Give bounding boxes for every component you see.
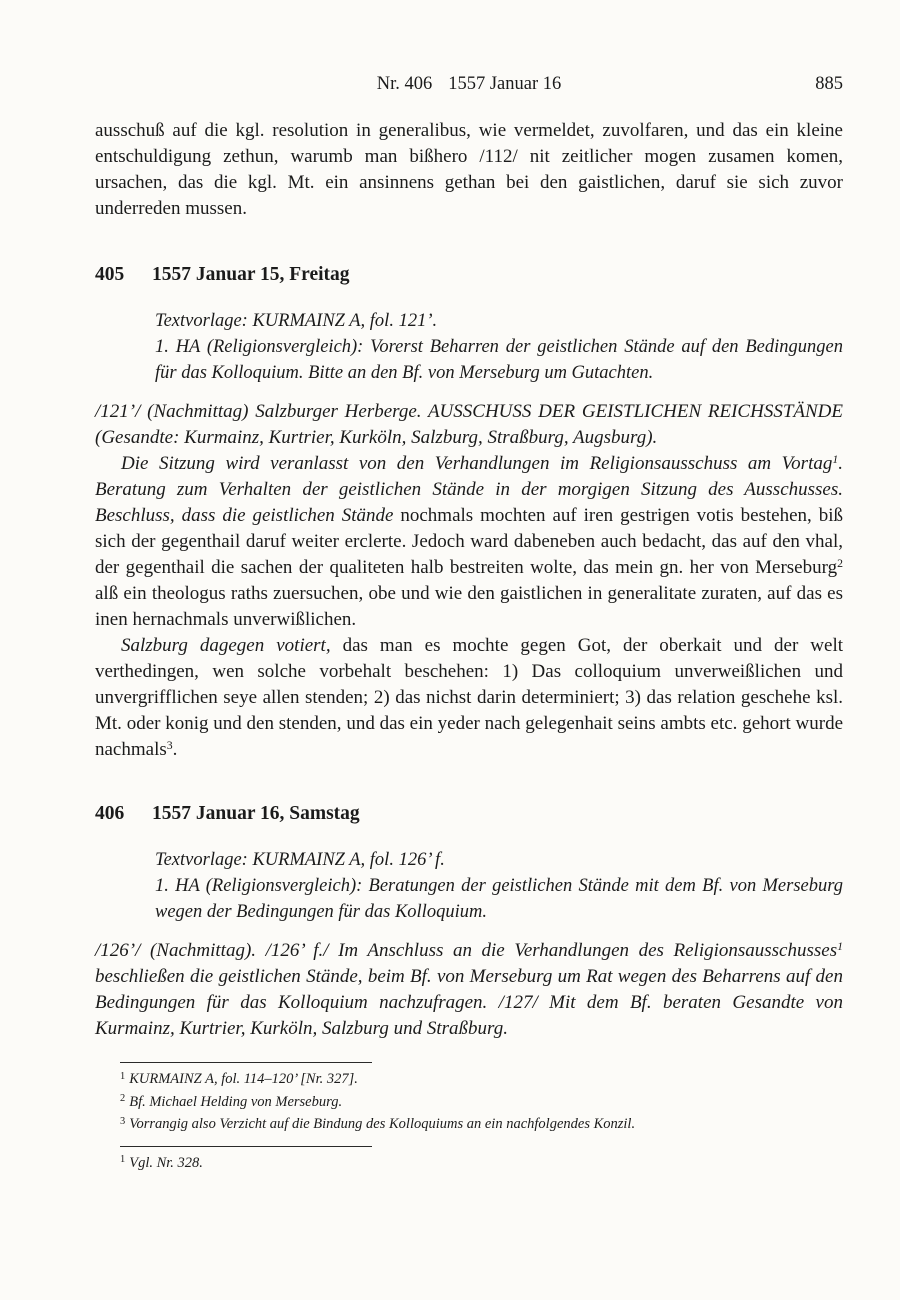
page-header [95, 72, 843, 96]
source-regest: 1. HA (Religionsvergleich): Vorerst Beharren der geistlichen Stände auf den Bedingungen für das Kolloquium. Bitte an den Bf. von Merseburg um Gutachten. [155, 337, 843, 383]
footnote-number: 2 [120, 1093, 126, 1105]
footnote [120, 1114, 843, 1137]
footnote-separator [120, 1062, 372, 1063]
footnote-text: Vorrangig also Verzicht auf die Bindung des Kolloquiums an ein nachfolgendes Konzil. [129, 1116, 636, 1132]
section-heading-406 [95, 801, 843, 827]
entry-405-paragraph-salzburg: Salzburg dagegen votiert, das man es mochte gegen Got, der oberkait und der welt verthedingen, wen solche vorbehalt beschehen: 1) Das colloquium unverweißlichen und unvergrifflichen seye allen stenden; 2) das nichst darin determiniert; 3) das relation geschehe ksl. Mt. oder konig und den stenden, und das ein yeder nach gelegenhait seins ambts etc. gehort wurde nachmals$^3$. [95, 635, 844, 760]
running-title-number: Nr. 406 [376, 74, 433, 94]
footnotes-405 [120, 1062, 843, 1137]
footnote [120, 1092, 843, 1115]
footnote-separator [120, 1146, 372, 1147]
section-title: 1557 Januar 15, Freitag [152, 264, 350, 285]
section-number: 405 [95, 264, 125, 285]
source-textvorlage: Textvorlage: KURMAINZ A, fol. 121’. [155, 311, 438, 331]
page-number: 885 [815, 74, 843, 94]
running-title-date: 1557 Januar 16 [448, 74, 562, 94]
footnotes-406 [120, 1146, 843, 1176]
entry-406-paragraph: /126’/ (Nachmittag). /126’ f./ Im Anschluss an die Verhandlungen des Religionsausschusses$^1$ beschließen die geistlichen Stände, beim Bf. von Merseburg um Rat wegen des Beharrens auf den Bedingungen für das Kolloquium nachzufragen. /127/ Mit dem Bf. beraten Gesandte von Kurmainz, Kurtrier, Kurköln, Salzburg und Straßburg. [95, 940, 843, 1039]
footnote-number: 1 [120, 1070, 126, 1082]
footnote-text: KURMAINZ A, fol. 114–120’ [Nr. 327]. [129, 1071, 358, 1087]
section-number: 406 [95, 803, 125, 824]
source-note-405 [155, 308, 843, 386]
footnote [120, 1069, 843, 1092]
footnote-text: Vgl. Nr. 328. [129, 1154, 203, 1171]
footnote-text: Bf. Michael Helding von Merseburg. [129, 1093, 343, 1110]
section-heading-405 [95, 262, 843, 288]
source-regest: 1. HA (Religionsvergleich): Beratungen der geistlichen Stände mit dem Bf. von Merseburg wegen der Bedingungen für das Kolloquium. [155, 876, 843, 922]
running-title [377, 74, 562, 94]
footnote-number: 3 [120, 1115, 126, 1127]
entry-405-paragraph-sitzung: Die Sitzung wird veranlasst von den Verhandlungen im Religionsausschuss am Vortag$^1$. Beratung zum Verhalten der geistlichen Stände in der morgigen Sitzung des Ausschusses. Beschluss, dass die geistlichen Stände nochmals mochten auf iren gestrigen votis bestehen, biß sich der gegenthail daruf weiter erclerte. Jedoch ward dabeneben auch bedacht, das auf den vhal, der gegenthail die sachen der qualiteten halb bestreiten wolte, das mein gn. her von Merseburg$^2$ alß ein theologus raths zuersuchen, obe und wie den gaistlichen in generalitate zuraten, auf das es inen hernachmals unverwißlichen. [95, 453, 843, 630]
footnote [120, 1153, 843, 1176]
entry-405-intro-paragraph: /121’/ (Nachmittag) Salzburger Herberge. AUSSCHUSS DER GEISTLICHEN REICHSSTÄNDE (Gesandte: Kurmainz, Kurtrier, Kurköln, Salzburg, Straßburg, Augsburg). [95, 401, 843, 448]
source-textvorlage: Textvorlage: KURMAINZ A, fol. 126’ f. [155, 850, 445, 870]
section-title: 1557 Januar 16, Samstag [152, 803, 360, 824]
footnote-number: 1 [120, 1154, 126, 1166]
continuation-paragraph: ausschuß auf die kgl. resolution in generalibus, wie vermeldet, zuvolfaren, und das ein kleine entschuldigung zethun, warumb man bißhero /112/ nit zeitlicher mogen zusamen komen, ursachen, das die kgl. Mt. ein ansinnens gethan bei den gaistlichen, daruf sie sich zuvor underreden mussen. [95, 120, 843, 219]
source-note-406 [155, 847, 843, 925]
